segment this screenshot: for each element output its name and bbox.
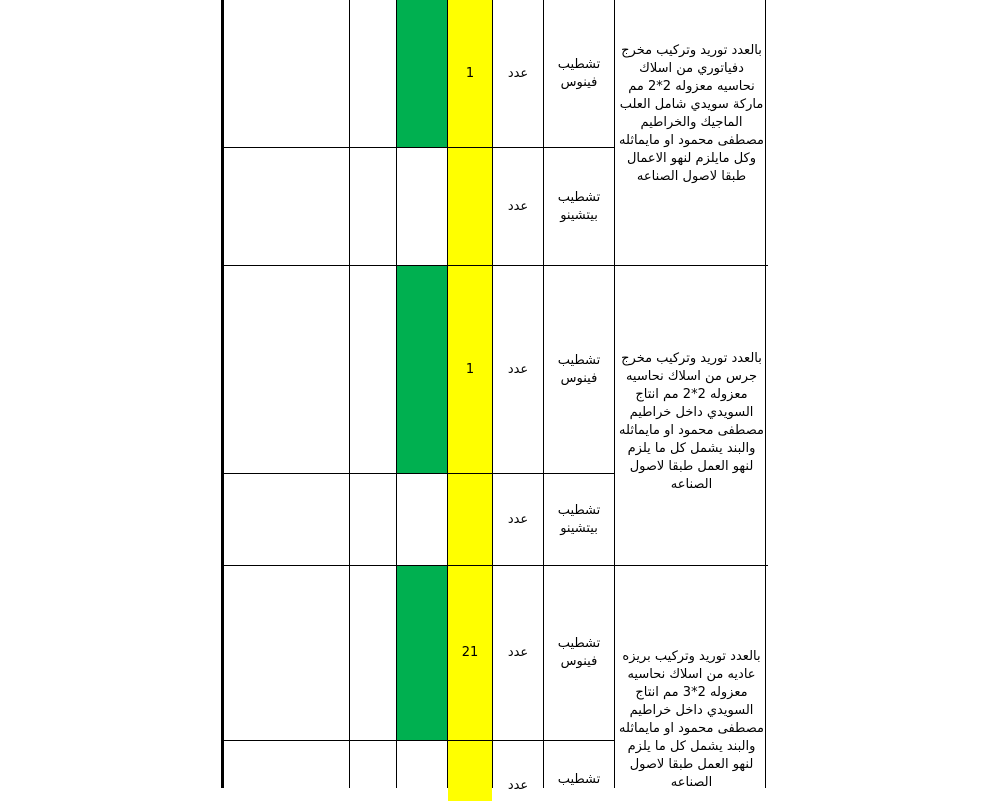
description-column: [615, 0, 768, 788]
status-cell-green[interactable]: [397, 0, 447, 148]
unit-price-cell[interactable]: [350, 566, 396, 741]
total-price-column: [224, 0, 349, 788]
grid-line: [349, 0, 350, 788]
unit-label: عدد: [507, 511, 529, 527]
unit-label: عدد: [507, 778, 529, 793]
unit-price-cell[interactable]: [350, 474, 396, 566]
quantity-cell[interactable]: [448, 474, 492, 566]
finish-label: تشطيب بيتشينو: [557, 502, 601, 536]
item-description-cell[interactable]: [615, 566, 768, 801]
grid-line: [614, 0, 615, 788]
status-cell-green[interactable]: [397, 566, 447, 741]
finish-cell[interactable]: [544, 266, 614, 474]
unit-price-column: [350, 0, 396, 788]
finish-label: تشطيب: [557, 772, 601, 787]
unit-label: عدد: [507, 361, 529, 377]
quantity-cell[interactable]: [448, 148, 492, 266]
unit-price-cell[interactable]: [350, 741, 396, 801]
unit-column: [493, 0, 543, 793]
quantity-cell[interactable]: [448, 566, 492, 741]
unit-cell[interactable]: [493, 474, 543, 566]
bill-of-quantities-sheet: [221, 0, 766, 793]
quantity-column: [448, 0, 492, 788]
total-cell[interactable]: [224, 148, 349, 266]
finish-cell[interactable]: [544, 0, 614, 148]
unit-price-cell[interactable]: [350, 266, 396, 474]
quantity-value: 21: [461, 645, 479, 660]
item-description-cell[interactable]: [615, 0, 768, 266]
quantity-value: 1: [465, 65, 475, 81]
unit-price-cell[interactable]: [350, 148, 396, 266]
quantity-cell[interactable]: [448, 741, 492, 801]
unit-cell[interactable]: [493, 266, 543, 474]
grid-line: [492, 0, 493, 788]
total-cell[interactable]: [224, 266, 349, 474]
unit-label: عدد: [507, 645, 529, 660]
grid-line: [396, 0, 397, 788]
status-cell-green[interactable]: [397, 266, 447, 474]
finish-label: تشطيب فينوس: [557, 56, 601, 90]
unit-cell[interactable]: [493, 148, 543, 266]
finish-column: [544, 0, 614, 788]
item-description-cell[interactable]: [615, 266, 768, 566]
finish-label: تشطيب بيتشينو: [557, 189, 601, 223]
unit-label: عدد: [507, 198, 529, 214]
total-cell[interactable]: [224, 741, 349, 801]
finish-cell[interactable]: [544, 148, 614, 266]
status-cell[interactable]: [397, 148, 447, 266]
unit-cell[interactable]: [493, 741, 543, 801]
unit-label: عدد: [507, 65, 529, 81]
item-description: بالعدد توريد وتركيب بريزه عاديه من اسلاك نحاسيه معزوله 2*3 مم انتاج السويدي داخل خراطيم مصطفى محمود او مايماثله والبند يشمل كل ما يلزم لنهو العمل طبقا لاصول الصناعه: [619, 649, 764, 790]
total-cell[interactable]: [224, 566, 349, 741]
item-description: بالعدد توريد وتركيب مخرج جرس من اسلاك نحاسيه معزوله 2*2 مم انتاج السويدي داخل خراطيم مصطفى محمود او مايماثله والبند يشمل كل ما يلزم لنهو العمل طبقا لاصول الصناعه: [619, 351, 764, 492]
total-cell[interactable]: [224, 0, 349, 148]
finish-cell[interactable]: [544, 474, 614, 566]
status-column: [397, 0, 447, 788]
item-description: بالعدد توريد وتركيب مخرج دفياتوري من اسلاك نحاسيه معزوله 2*2 مم ماركة سويدي شامل العلب الماجيك والخراطيم مصطفى محمود او مايماثله وكل مايلزم لنهو الاعمال طبقا لاصول الصناعه: [619, 43, 764, 184]
total-cell[interactable]: [224, 474, 349, 566]
unit-cell[interactable]: [493, 566, 543, 741]
unit-price-cell[interactable]: [350, 0, 396, 148]
grid-line: [447, 0, 448, 788]
finish-cell[interactable]: [544, 741, 614, 801]
finish-cell[interactable]: [544, 566, 614, 741]
grid-line: [543, 0, 544, 788]
finish-label: تشطيب فينوس: [557, 352, 601, 386]
quantity-value: 1: [465, 361, 475, 377]
quantity-cell[interactable]: [448, 266, 492, 474]
status-cell[interactable]: [397, 474, 447, 566]
finish-label: تشطيب فينوس: [557, 636, 601, 669]
unit-cell[interactable]: [493, 0, 543, 148]
quantity-cell[interactable]: [448, 0, 492, 148]
status-cell[interactable]: [397, 741, 447, 801]
